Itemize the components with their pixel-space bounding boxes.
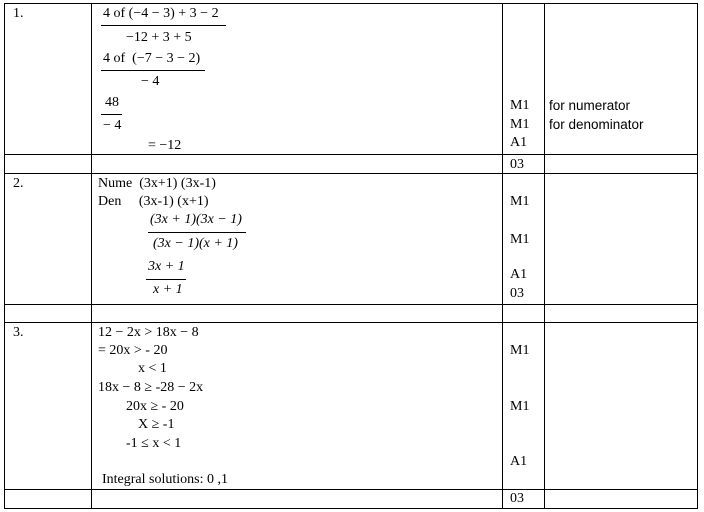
q2-fraction2-denominator: x + 1	[153, 282, 183, 297]
row-line	[4, 154, 697, 155]
mark: A1	[510, 135, 528, 150]
q3-step: = 20x > - 20	[98, 343, 168, 358]
question-number: 3.	[13, 325, 24, 340]
question-number: 1.	[13, 6, 24, 21]
q1-fraction2-numerator: 4 of (−7 − 3 − 2)	[103, 51, 201, 66]
column-line	[4, 3, 5, 509]
fraction-bar	[148, 232, 246, 233]
question-number: 2.	[13, 176, 24, 191]
q2-denominator-factors: Den (3x-1) (x+1)	[98, 194, 209, 209]
total-marks: 03	[510, 491, 524, 506]
row-line	[4, 3, 697, 4]
mark: M1	[510, 194, 530, 209]
mark: M1	[510, 232, 530, 247]
mark: A1	[510, 454, 528, 469]
column-line	[502, 3, 503, 509]
q2-fraction1-numerator: (3x + 1)(3x − 1)	[150, 212, 242, 227]
fraction-bar	[101, 25, 226, 26]
q1-fraction3-numerator: 48	[105, 95, 119, 110]
row-line	[4, 508, 697, 509]
row-line	[4, 304, 697, 305]
row-line	[4, 173, 697, 174]
q3-integral-solutions: Integral solutions: 0 ,1	[102, 472, 228, 487]
column-line	[544, 3, 545, 509]
row-line	[4, 489, 697, 490]
column-line	[697, 3, 698, 509]
q2-fraction2-numerator: 3x + 1	[148, 259, 185, 274]
q3-step: 12 − 2x > 18x − 8	[98, 325, 199, 340]
mark: M1	[510, 399, 530, 414]
comment: for numerator	[549, 98, 631, 113]
q3-step: 20x ≥ - 20	[126, 399, 184, 414]
mark: M1	[510, 117, 530, 132]
q1-fraction2-denominator: − 4	[141, 74, 160, 89]
row-line	[4, 322, 697, 323]
comment: for denominator	[549, 117, 644, 132]
q3-step: 18x − 8 ≥ -28 − 2x	[98, 380, 204, 395]
fraction-bar	[146, 279, 186, 280]
q3-step: X ≥ -1	[138, 417, 175, 432]
mark: M1	[510, 98, 530, 113]
fraction-bar	[101, 114, 122, 115]
mark: M1	[510, 343, 530, 358]
q1-fraction1-denominator: −12 + 3 + 5	[126, 30, 192, 45]
q1-fraction1-numerator: 4 of (−4 − 3) + 3 − 2	[103, 6, 219, 21]
mark: A1	[510, 267, 528, 282]
q2-fraction1-denominator: (3x − 1)(x + 1)	[153, 236, 238, 251]
q3-step: -1 ≤ x < 1	[126, 436, 182, 451]
total-marks: 03	[510, 157, 524, 172]
q2-numerator-factors: Nume (3x+1) (3x-1)	[98, 176, 216, 191]
q1-fraction3-denominator: − 4	[103, 118, 122, 133]
q3-step: x < 1	[138, 361, 167, 376]
q1-result: = −12	[148, 138, 182, 153]
column-line	[91, 3, 92, 509]
fraction-bar	[101, 70, 205, 71]
total-marks: 03	[510, 286, 524, 301]
